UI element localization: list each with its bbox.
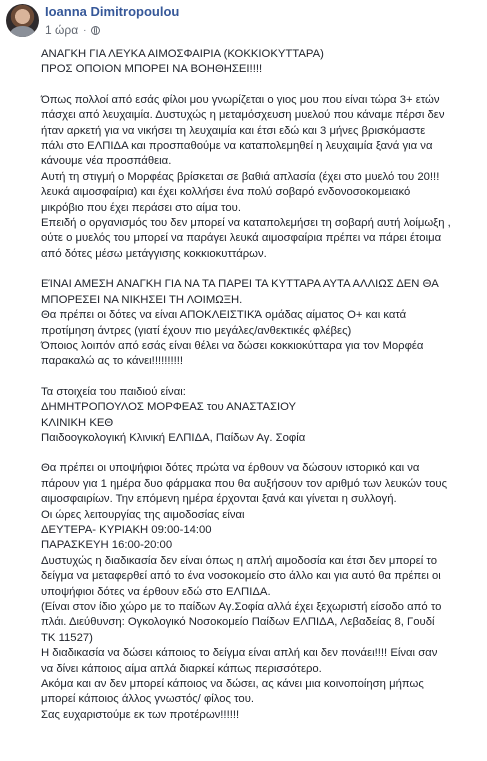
post-text-line: Παιδοογκολογική Κλινική ΕΛΠΙΔΑ, Παίδων Αγ. Σοφία <box>41 431 306 444</box>
post-text-line: Όποιος λοιπόν από εσάς είναι θέλει να δώσει κοκκιοκύτταρα για τον Μορφέα <box>41 339 424 352</box>
post-text-line: πάλι στο ΕΛΠΙΔΑ και προσπαθούμε να καταπολεμηθεί η λευχαιμία ξανά για να <box>41 140 433 153</box>
post-text-line: πλάι. Διεύθυνση: Ογκολογικό Νοσοκομείο Παίδων ΕΛΠΙΔΑ, Λεβαδείας 8, Γουδί <box>41 616 435 629</box>
paragraph-gap <box>41 78 473 93</box>
post-text-line: ΚΛΙΝΙΚΗ ΚΕΘ <box>41 416 114 429</box>
post-text-line: ΤΚ 11527) <box>41 631 93 644</box>
avatar-shoulder <box>10 26 35 37</box>
paragraph-gap <box>41 262 473 277</box>
post-text-line: να δίνει κάποιος αίμα απλά διαρκεί κάπως περισσότερο. <box>41 662 322 675</box>
paragraph-gap <box>41 446 473 461</box>
post-text-line: ΔΗΜΗΤΡΟΠΟΥΛΟΣ ΜΟΡΦΕΑΣ του ΑΝΑΣΤΑΣΙΟΥ <box>41 401 297 414</box>
author-name[interactable]: Ioanna Dimitropoulou <box>45 4 180 19</box>
post-text-line: ΕΊΝΑΙ ΑΜΕΣΗ ΑΝΑΓΚΗ ΓΙΑ ΝΑ ΤΑ ΠΑΡΕΙ ΤΑ ΚΥΤΤΑΡΑ ΑΥΤΑ ΑΛΛΙΩΣ ΔΕΝ ΘΑ <box>41 278 439 291</box>
post-text-line: πάσχει από λευχαιμία. Δυστυχώς η μεταμόσχευση μυελού που κάναμε πέρσι δεν <box>41 109 445 122</box>
post-text-line: ούτε ο μυελός του μπορεί να παράγει λευκά αιμοσφαίρια πρέπει να πάρει έτοιμα <box>41 232 442 245</box>
post-text-line: ΑΝΑΓΚΗ ΓΙΑ ΛΕΥΚΑ ΑΙΜΟΣΦΑΙΡΙΑ (ΚΟΚΚΙΟΚΥΤΤΑΡΑ) <box>41 48 324 60</box>
post-text-line: Οι ώρες λειτουργίας της αιμοδοσίας είναι <box>41 508 245 521</box>
post-text-line: λευκά αιμοσφαίρια) και έχει κολλήσει ένα πολύ σοβαρό ενδονοσοκομειακό <box>41 186 411 199</box>
post-text-line: ΠΡΟΣ ΟΠΟΙΟΝ ΜΠΟΡΕΙ ΝΑ ΒΟΗΘΗΣΕΙ!!!! <box>41 63 263 76</box>
post-text-line: Σας ευχαριστούμε εκ των προτέρων!!!!!! <box>41 708 240 721</box>
post-text-line: ΠΑΡΑΣΚΕΥΗ 16:00-20:00 <box>41 539 173 552</box>
post-header <box>6 4 476 44</box>
post-text-line: (Είναι στον ίδιο χώρο με το παίδων Αγ.Σοφία αλλά έχει ξεχωριστή είσοδο από το <box>41 601 442 613</box>
post-text-line: Θα πρέπει οι δότες να είναι ΑΠΟΚΛΕΙΣΤΙΚΆ ομάδας αίματος Ο+ και κατά <box>41 309 407 322</box>
post-text-line: προτίμηση άντρες (γιατί έχουν πιο μεγάλες/ανθεκτικές φλέβες) <box>41 324 352 337</box>
post-body <box>41 47 473 723</box>
post-text-line: Τα στοιχεία του παιδιού είναι: <box>41 385 186 398</box>
post-text-line: υποψήφιοι δότες να έρθουν εδώ στο ΕΛΠΙΔΑ. <box>41 585 271 598</box>
post-text-line: Αυτή τη στιγμή ο Μορφέας βρίσκεται σε βαθιά απλασία (έχει στο μυελό του 20!!! <box>41 170 440 183</box>
globe-icon[interactable] <box>91 26 100 35</box>
post-text-line: αιμοσφαιρίων. Την επόμενη ημέρα έρχονται ξανά και γίνεται η συλλογή. <box>41 493 397 506</box>
post-text-line: μικρόβιο που έχει περάσει στο αίμα του. <box>41 201 241 214</box>
post-text-line: ΔΕΥΤΕΡΑ- ΚΥΡΙΑΚΗ 09:00-14:00 <box>41 523 212 536</box>
post-text-line: Η διαδικασία να δώσει κάποιος το δείγμα είναι απλή και δεν πονάει!!!! Είναι σαν <box>41 647 438 660</box>
post-text-line: Θα πρέπει οι υποψήφιοι δότες πρώτα να έρθουν να δώσουν ιστορικό και να <box>41 462 420 475</box>
post-text-line: Ακόμα και αν δεν μπορεί κάποιος να δώσει, ας κάνει μια κοινοποίηση μήπως <box>41 678 424 691</box>
post-text-line: κάνουμε νέα προσπάθεια. <box>41 155 172 168</box>
post-text-line: από δότες μέσω μετάγγισης κοκκιοκυττάρων. <box>41 247 267 260</box>
post-text-line: Όπως πολλοί από εσάς φίλοι μου γνωρίζεται ο γιος μου που είναι τώρα 3+ ετών <box>41 93 440 106</box>
post-timestamp[interactable]: 1 ώρα <box>45 23 79 37</box>
post-text-line: μπορεί κάποιος άλλος γνωστός/ φίλος του. <box>41 693 255 706</box>
meta-separator: · <box>83 24 87 36</box>
post-text-line: Επειδή ο οργανισμός του δεν μπορεί να καταπολεμήσει τη σοβαρή αυτή λοίμωξη , <box>41 217 451 230</box>
post-text-line: ΜΠΟΡΕΣΕΙ ΝΑ ΝΙΚΗΣΕΙ ΤΗ ΛΟΙΜΩΞΗ. <box>41 293 243 306</box>
post-text-line: πάρουν για 1 ημέρα δυο φάρμακα που θα αυξήσουν τον αριθμό των λευκών τους <box>41 477 448 490</box>
post-text-line: Δυστυχώς η διαδικασία δεν είναι όπως η απλή αιμοδοσία και έτσι δεν μπορεί το <box>41 554 438 567</box>
post-text-line: ήταν αρκετή για να νικήσει τη λευχαιμία και έτσι εδώ και 3 μήνες βρισκόμαστε <box>41 124 426 137</box>
paragraph-gap <box>41 370 473 385</box>
post-text-line: δείγμα να μεταφερθεί από το ένα νοσοκομείο στο άλλο και για αυτό θα πρέπει οι <box>41 570 441 583</box>
post-text-line: παρακαλώ ας το κάνει!!!!!!!!!! <box>41 355 184 368</box>
post-meta <box>45 23 100 37</box>
avatar[interactable] <box>6 4 39 37</box>
